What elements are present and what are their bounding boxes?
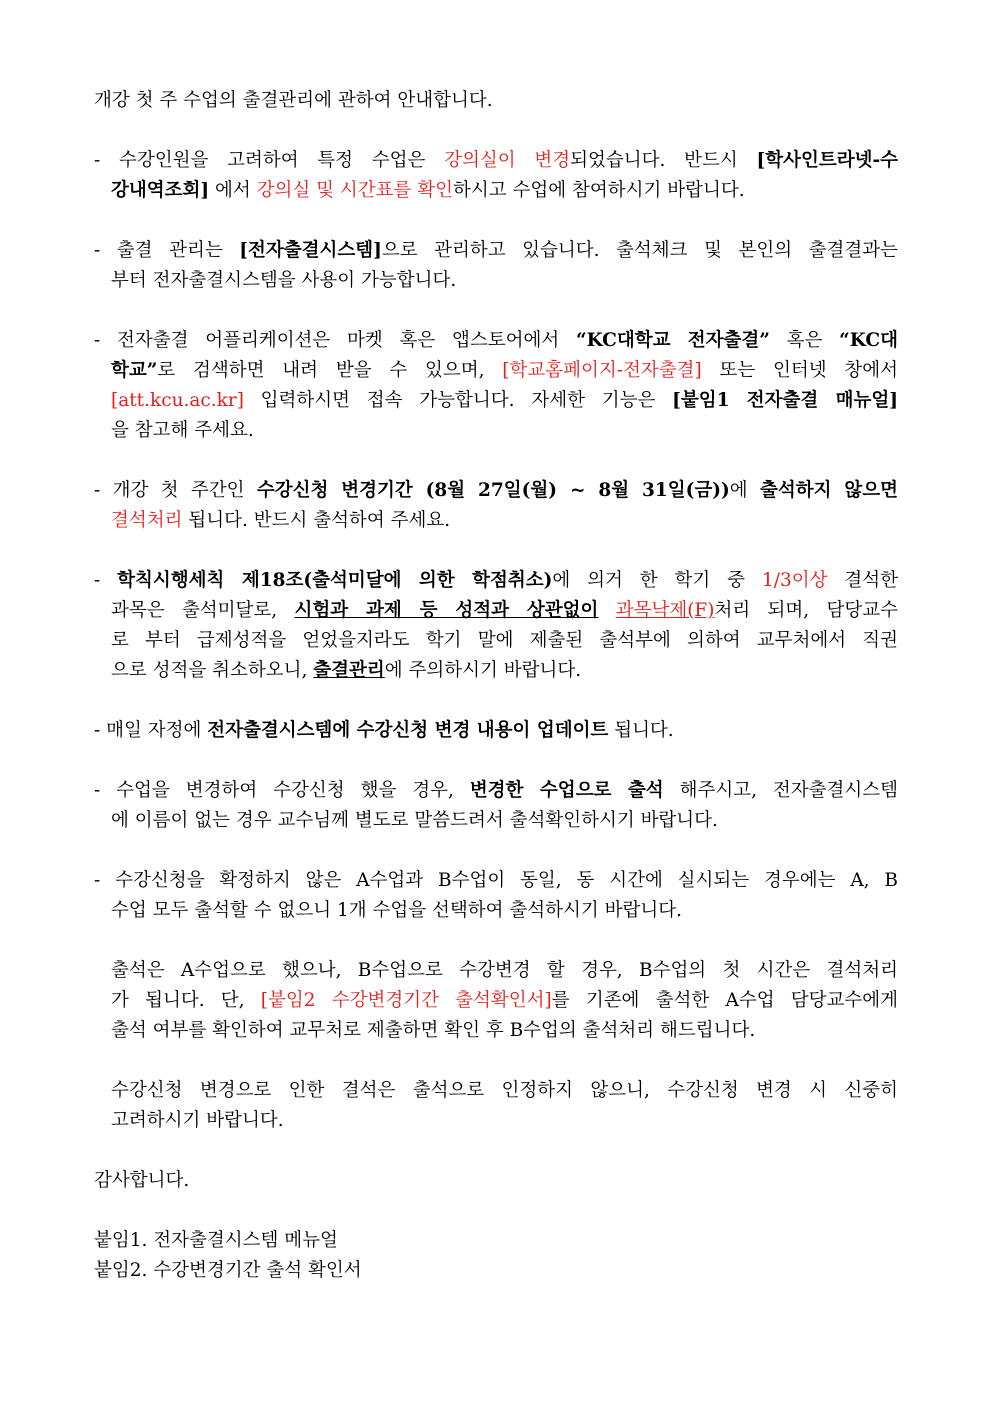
paragraph-app-line-1 xyxy=(94,326,898,356)
spacer xyxy=(94,1046,898,1076)
paragraph-app-line-3 xyxy=(94,386,898,416)
text-span: - 전자출결 어플리케이션은 마켓 혹은 앱스토어에서 xyxy=(94,330,576,351)
paragraph-caution-line-1: 수강신청 변경으로 인한 결석은 출석으로 인정하지 않으니, 수강신청 변경 시 신중히 xyxy=(111,1080,898,1101)
notice-document xyxy=(94,86,898,1286)
paragraph-app-line-4: 을 참고해 주세요. xyxy=(111,420,254,441)
paragraph-ab-line-2: 수업 모두 출석할 수 없으니 1개 수업을 선택하여 출석하시기 바랍니다. xyxy=(111,900,682,921)
highlight-bold: 수강신청 변경기간 (8월 27일(월) ~ 8월 31일(금)) xyxy=(256,480,730,501)
highlight-red: [붙임2 수강변경기간 출석확인서] xyxy=(260,990,552,1011)
paragraph-first-week-line-1 xyxy=(94,476,898,506)
text-span: 또는 인터넷 창에서 xyxy=(701,360,898,381)
highlight-red: 1/3이상 xyxy=(761,570,828,591)
text-span: 입력하시면 접속 가능합니다. 자세한 기능은 xyxy=(243,390,673,411)
spacer xyxy=(94,296,898,326)
text-span: 에 주의하시기 바랍니다. xyxy=(384,660,582,681)
highlight-bold: [전자출결시스템] xyxy=(239,240,382,261)
text-span: - 수업을 변경하여 수강신청 했을 경우, xyxy=(94,780,470,801)
highlight-bold: 전자출결시스템에 수강신청 변경 내용이 업데이트 xyxy=(207,720,609,741)
text-span: - 개강 첫 주간인 xyxy=(94,480,257,501)
paragraph-system-line-1 xyxy=(94,236,898,266)
text-span: 하시고 수업에 참여하시기 바랍니다. xyxy=(452,180,745,201)
paragraph-update-line-1 xyxy=(94,716,898,746)
paragraph-system-line-2: 부터 전자출결시스템을 사용이 가능합니다. xyxy=(111,270,457,291)
highlight-bold: 강내역조회] xyxy=(111,180,210,201)
text-span: 에 xyxy=(729,480,760,501)
paragraph-rule-line-2 xyxy=(94,596,898,626)
text-span: 혹은 xyxy=(769,330,840,351)
text-span: - 수강인원을 고려하여 특정 수업은 xyxy=(94,150,445,171)
paragraph-rule-line-3: 로 부터 급제성적을 얻었을지라도 학기 말에 제출된 출석부에 의하여 교무처에서 직권 xyxy=(111,630,898,651)
highlight-bold: 학교” xyxy=(111,360,158,381)
spacer xyxy=(94,1196,898,1226)
paragraph-confirm-line-3: 출석 여부를 확인하여 교무처로 제출하면 확인 후 B수업의 출석처리 해드립니다. xyxy=(111,1020,756,1041)
attachment-1: 붙임1. 전자출결시스템 메뉴얼 xyxy=(94,1230,338,1251)
paragraph-app-line-2 xyxy=(94,356,898,386)
text-span: - 출결 관리는 xyxy=(94,240,240,261)
text-span: 해주시고, 전자출결시스템 xyxy=(663,780,898,801)
highlight-bold: 변경한 수업으로 출석 xyxy=(469,780,664,801)
spacer xyxy=(94,446,898,476)
text-span: 에 의거 한 학기 중 xyxy=(552,570,762,591)
highlight-red-underline: 과목낙제(F) xyxy=(615,600,715,621)
text-span: 가 됩니다. 단, xyxy=(111,990,261,1011)
text-span: 처리 되며, 담당교수 xyxy=(714,600,898,621)
spacer xyxy=(94,536,898,566)
highlight-red: 결석처리 xyxy=(111,510,183,531)
highlight-bold: 학칙시행세칙 제18조(출석미달에 의한 학점취소) xyxy=(117,570,553,591)
spacer xyxy=(94,746,898,776)
paragraph-change-line-2: 에 이름이 없는 경우 교수님께 별도로 말씀드려서 출석확인하시기 바랍니다. xyxy=(111,810,718,831)
text-span: 됩니다. xyxy=(608,720,674,741)
paragraph-change-line-1 xyxy=(94,776,898,806)
paragraph-confirm-line-1: 출석은 A수업으로 했으나, B수업으로 수강변경 할 경우, B수업의 첫 시간은 결석처리 xyxy=(111,960,898,981)
paragraph-classroom-line-1 xyxy=(94,146,898,176)
highlight-bold-underline: 출결관리 xyxy=(313,660,385,681)
highlight-red: 강의실이 변경 xyxy=(444,150,571,171)
attachment-2: 붙임2. 수강변경기간 출석 확인서 xyxy=(94,1260,362,1281)
text-span xyxy=(598,600,615,621)
spacer xyxy=(94,206,898,236)
spacer xyxy=(94,836,898,866)
highlight-red: [학교홈페이지-전자출결] xyxy=(502,360,702,381)
paragraph-ab-line-1: - 수강신청을 확정하지 않은 A수업과 B수업이 동일, 동 시간에 실시되는 경우에는 A, B xyxy=(94,870,898,891)
spacer xyxy=(94,116,898,146)
highlight-bold: [학사인트라넷-수 xyxy=(756,150,898,171)
text-span: 에서 xyxy=(209,180,257,201)
paragraph-caution-line-2: 고려하시기 바랍니다. xyxy=(111,1110,284,1131)
spacer xyxy=(94,1136,898,1166)
highlight-bold-underline: 시험과 과제 등 성적과 상관없이 xyxy=(294,600,599,621)
text-span: - 매일 자정에 xyxy=(94,720,208,741)
text-span: 으로 성적을 취소하오니, xyxy=(111,660,314,681)
highlight-bold: “KC대 xyxy=(839,330,898,351)
highlight-bold: 출석하지 않으면 xyxy=(759,480,898,501)
highlight-bold: “KC대학교 전자출결” xyxy=(575,330,770,351)
text-span: 과목은 출석미달로, xyxy=(111,600,295,621)
text-span: - xyxy=(94,570,118,591)
text-span: 결석한 xyxy=(827,570,898,591)
intro-text: 개강 첫 주 수업의 출결관리에 관하여 안내합니다. xyxy=(94,90,493,111)
paragraph-rule-line-4 xyxy=(94,656,898,686)
paragraph-confirm-line-2 xyxy=(94,986,898,1016)
paragraph-classroom-line-2 xyxy=(94,176,898,206)
text-span: 되었습니다. 반드시 xyxy=(570,150,757,171)
closing-text: 감사합니다. xyxy=(94,1170,190,1191)
paragraph-first-week-line-2 xyxy=(94,506,898,536)
text-span: 됩니다. 반드시 출석하여 주세요. xyxy=(182,510,451,531)
text-span: 를 기존에 출석한 A수업 담당교수에게 xyxy=(551,990,899,1011)
spacer xyxy=(94,686,898,716)
text-span: 로 검색하면 내려 받을 수 있으며, xyxy=(157,360,503,381)
highlight-red: 강의실 및 시간표를 확인 xyxy=(256,180,453,201)
text-span: 으로 관리하고 있습니다. 출석체크 및 본인의 출결결과는 xyxy=(381,240,899,261)
paragraph-rule-line-1 xyxy=(94,566,898,596)
highlight-bold: [붙임1 전자출결 매뉴얼] xyxy=(672,390,898,411)
url-link[interactable]: [att.kcu.ac.kr] xyxy=(111,390,244,411)
spacer xyxy=(94,926,898,956)
